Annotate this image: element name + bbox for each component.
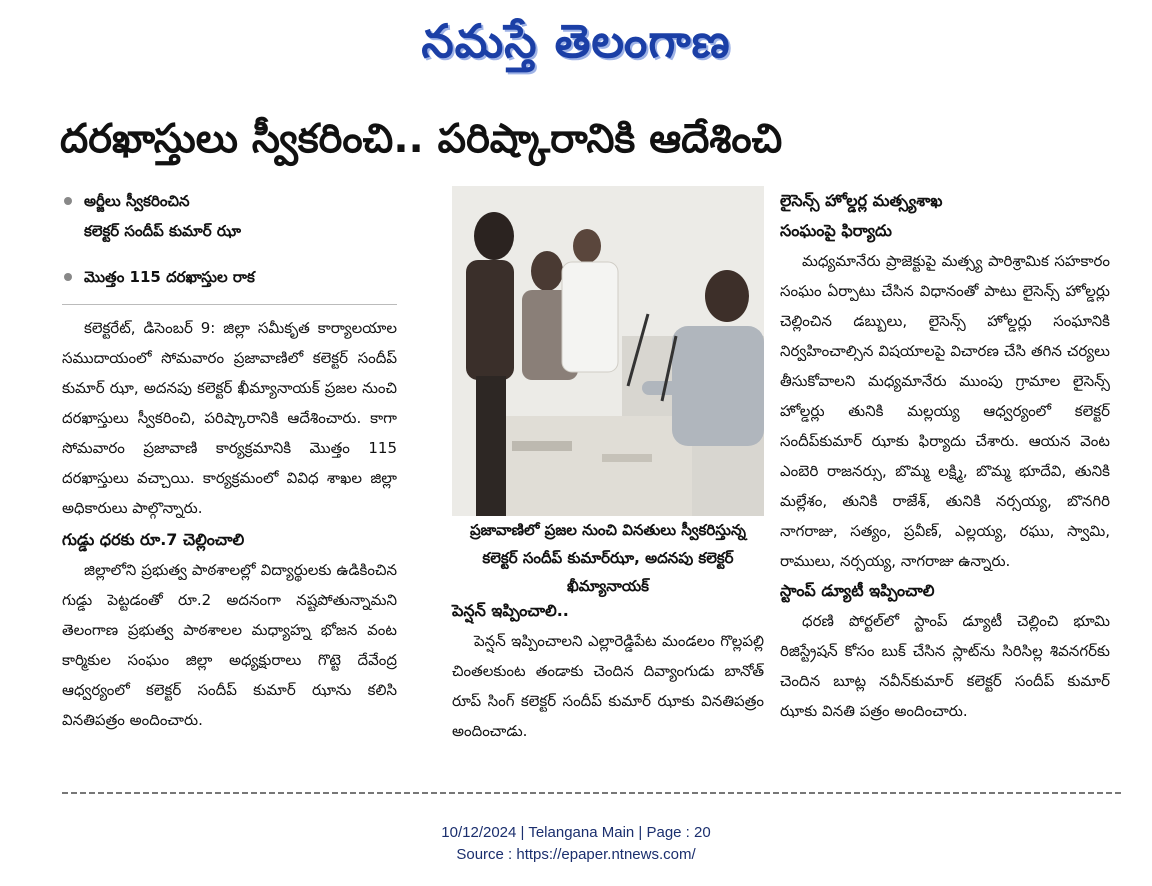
bullet-text: కలెక్టర్ సందీప్ కుమార్ ఝా [84, 222, 241, 240]
bullet-text: మొత్తం 115 దరఖాస్తుల రాక [84, 268, 255, 286]
article-paragraph: కలెక్టరేట్, డిసెంబర్ 9: జిల్లా సమీకృత కార్యాలయాల సముదాయంలో సోమవారం ప్రజావాణిలో కలెక్టర్ సందీప్ కుమార్ ఝా, అదనపు కలెక్టర్ ఖీమ్యానాయక్ ప్రజల నుంచి దరఖాస్తులు స్వీకరించి, పరిష్కారానికి ఆదేశించారు. కాగా సోమవారం ప్రజావాణి కార్యక్రమానికి మొత్తం 115 దరఖాస్తులు వచ్చాయి. కార్యక్రమంలో వివిధ శాఖల జిల్లా అధికారులు పాల్గొన్నారు. [62, 319, 397, 517]
subhead-line: సంఘంపై ఫిర్యాదు [780, 221, 892, 240]
highlight-bullet [62, 262, 397, 292]
masthead-logo: నమస్తే తెలంగాణ [421, 14, 731, 68]
bullet-dot-icon [64, 197, 72, 205]
middle-column [452, 186, 764, 746]
footer-dateline: 10/12/2024 | Telangana Main | Page : 20 [441, 824, 711, 841]
divider [62, 304, 397, 305]
article-paragraph: జిల్లాలోని ప్రభుత్వ పాఠశాలల్లో విద్యార్థులకు ఉడికించిన గుడ్డు పెట్టడంతో రూ.2 అదనంగా నష్టపోతున్నామని తెలంగాణ ప్రభుత్వ పాఠశాలల మధ్యాహ్న భోజన వంట కార్మికుల సంఘం జిల్లా అధ్యక్షురాలు గొట్టె దేవేంద్ర ఆధ్వర్యంలో కలెక్టర్ సందీప్ కుమార్ ఝాను కలిసి వినతిపత్రం అందించారు. [62, 561, 397, 729]
footer-source: Source : https://epaper.ntnews.com/ [456, 846, 696, 863]
section-subhead: స్టాంప్ డ్యూటీ ఇప్పించాలి [780, 581, 935, 600]
right-column [780, 186, 1110, 726]
photo-illustration [452, 186, 764, 516]
left-column [62, 186, 397, 735]
article-paragraph: పెన్షన్ ఇప్పించాలని ఎల్లారెడ్డిపేట మండలం గొల్లపల్లి చింతలకుంట తండాకు చెందిన దివ్యాంగుడు బానోత్ రూప్ సింగ్ కలెక్టర్ సందీప్ కుమార్ ఝాకు వినతిపత్రం అందించాడు. [452, 632, 764, 740]
bullet-dot-icon [64, 273, 72, 281]
section-subhead: పెన్షన్ ఇప్పించాలి.. [452, 601, 569, 620]
subhead-line: లైసెన్స్ హోల్డర్ల మత్స్యశాఖ [780, 191, 943, 210]
news-photo [452, 186, 764, 516]
bullet-text: అర్జీలు స్వీకరించిన [84, 192, 190, 210]
article-headline: దరఖాస్తులు స్వీకరించి.. పరిష్కారానికి ఆదేశించి [60, 116, 783, 162]
article-paragraph: ధరణి పోర్టల్‌లో స్టాంప్ డ్యూటీ చెల్లించి భూమి రిజిస్ట్రేషన్ కోసం బుక్ చేసిన స్లాట్‌ను సిరిసిల్ల శివనగర్‌కు చెందిన బూట్ల నవీన్‌కుమార్ కలెక్టర్ సందీప్ కుమార్ ఝాకు వినతి పత్రం అందించారు. [780, 612, 1110, 720]
section-subhead: గుడ్డు ధరకు రూ.7 చెల్లించాలి [62, 530, 245, 549]
bottom-divider [62, 792, 1122, 794]
highlight-bullet [62, 186, 397, 246]
photo-caption: ప్రజావాణిలో ప్రజల నుంచి వినతులు స్వీకరిస్తున్న కలెక్టర్ సందీప్ కుమార్‌ఝా, అదనపు కలెక్టర్ ఖీమ్యానాయక్ [470, 521, 746, 595]
article-paragraph: మధ్యమానేరు ప్రాజెక్టుపై మత్స్య పారిశ్రామిక సహకారం సంఘం ఏర్పాటు చేసిన విధానంతో పాటు లైసెన్స్ హోల్డర్లు చెల్లించిన డబ్బులు, లైసెన్స్ హోల్డర్లు సంఘానికి నిర్వహించాల్సిన విషయాలపై విచారణ చేసి తగిన చర్యలు తీసుకోవాలని మధ్యమానేరు ముంపు గ్రామాల లైసెన్స్ హోల్డర్లు తునికి మల్లయ్య ఆధ్వర్యంలో కలెక్టర్ సందీప్‌కుమార్ ఝాకు ఫిర్యాదు చేశారు. ఆయన వెంట ఎంబెరి రాజనర్సు, బొమ్మ లక్ష్మి, బొమ్మ భూదేవి, తునికి మల్లేశం, తునికి రాజేశ్, తునికి నర్సయ్య, బొనగిరి నాగరాజు, సత్యం, ప్రవీణ్, ఎల్లయ్య, రఘు, స్వామి, రాములు, నర్సయ్య, నాగరాజు ఉన్నారు. [780, 252, 1110, 570]
section-subhead [780, 186, 1110, 246]
